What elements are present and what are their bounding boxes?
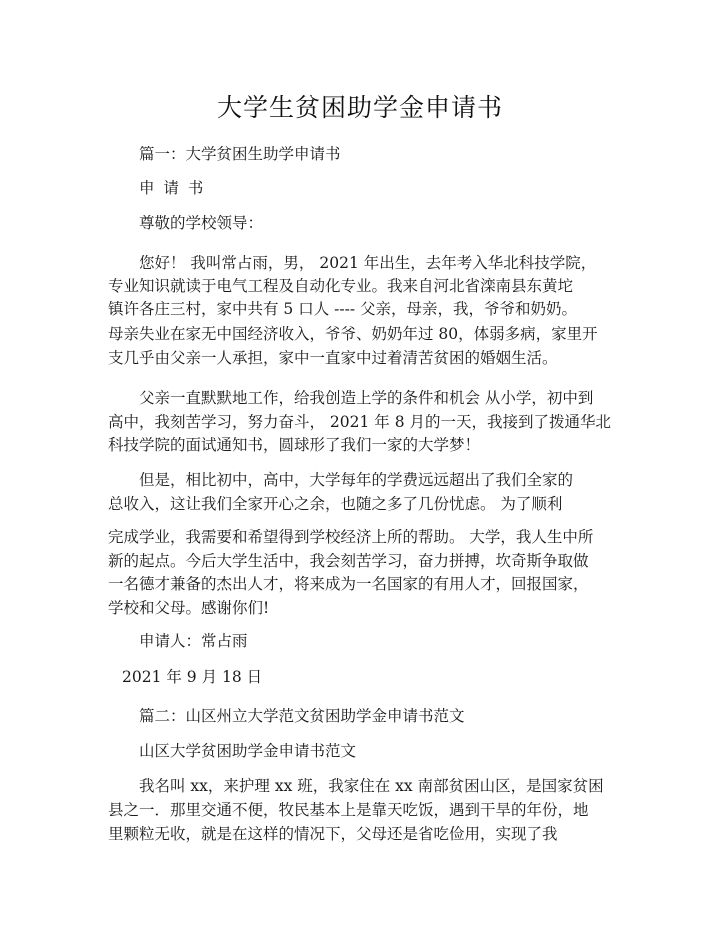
section-heading-1: 篇一：大学贫困生助学申请书 [139,145,341,163]
paragraph-line: 镇许各庄三村，家中共有 5 口人 ---- 父亲，母亲，我，爷爷和奶奶。 [108,300,578,318]
document-title: 大学生贫困助学金申请书 [216,93,503,122]
paragraph-line: 县之一．那里交通不便，牧民基本上是靠天吃饭，遇到干旱的年份，地 [108,801,589,819]
salutation: 尊敬的学校领导： [139,214,264,232]
paragraph-line: 科技学院的面试通知书，圆球形了我们一家的大学梦！ [108,436,481,454]
section-heading-2: 篇二：山区州立大学范文贫困助学金申请书范文 [139,707,465,725]
paragraph-line: 一名德才兼备的杰出人才，将来成为一名国家的有用人才，回报国家， [108,575,589,593]
paragraph-line: 专业知识就读于电气工程及自动化专业。我来自河北省滦南县东黄坨 [108,277,574,295]
paragraph-line: 高中，我刻苦学习，努力奋斗， 2021 年 8 月的一天，我接到了拨通华北 [108,413,612,431]
paragraph-line: 学校和父母。感谢你们! [108,599,270,617]
paragraph-line: 您好！ 我叫常占雨，男， 2021 年出生，去年考入华北科技学院， [139,254,597,272]
subheading-application: 申 请 书 [139,179,206,197]
application-date: 2021 年 9 月 18 日 [122,668,263,686]
paragraph-line: 我名叫 xx，来护理 xx 班，我家住在 xx 南部贫困山区，是国家贫困 [139,777,604,795]
paragraph-line: 母亲失业在家无中国经济收入，爷爷、奶奶年过 80，体弱多病，家里开 [108,325,598,343]
paragraph-line: 支几乎由父亲一人承担，家中一直家中过着清苦贫困的婚姻生活。 [108,349,558,367]
paragraph-line: 总收入，这让我们全家开心之余，也随之多了几份忧虑。 为了顺利 [108,495,563,513]
paragraph-line: 但是，相比初中，高中，大学每年的学费远远超出了我们全家的 [139,471,574,489]
paragraph-line: 完成学业，我需要和希望得到学校经济上所的帮助。 大学，我人生中所 [108,528,594,546]
paragraph-line: 里颗粒无收，就是在这样的情况下，父母还是省吃俭用，实现了我 [108,825,558,843]
paragraph-line: 新的起点。今后大学生活中，我会刻苦学习，奋力拼搏，坎奇斯争取做 [108,552,589,570]
paragraph-line: 父亲一直默默地工作，给我创造上学的条件和机会 从小学，初中到 [139,389,594,407]
subheading-sample: 山区大学贫困助学金申请书范文 [139,742,357,760]
applicant-signature: 申请人：常占雨 [139,632,248,650]
